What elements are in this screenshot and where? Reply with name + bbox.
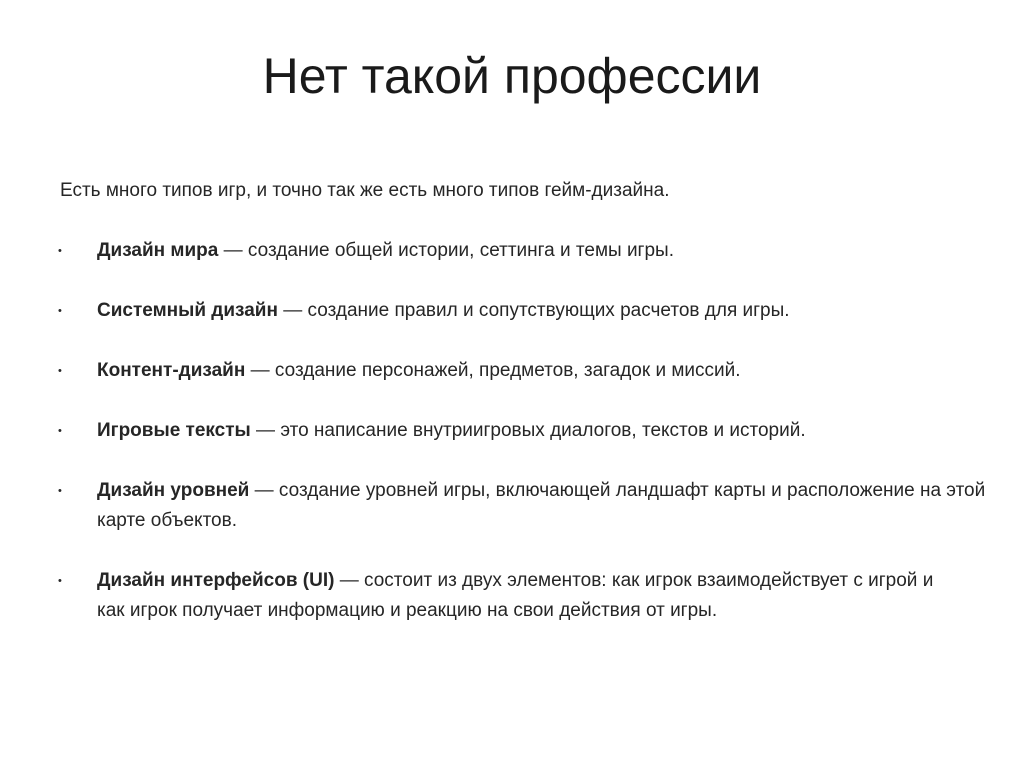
item-term: Дизайн мира <box>97 240 219 261</box>
list-item <box>60 296 980 326</box>
bullet-icon: • <box>58 305 62 317</box>
item-description: — создание уровней игры, включающей ландшафт карты и расположение на этой карте объектов. <box>97 480 986 531</box>
item-term: Системный дизайн <box>97 300 278 321</box>
bullet-icon: • <box>58 575 62 587</box>
bullet-icon: • <box>58 485 62 497</box>
item-term: Дизайн интерфейсов (UI) <box>97 570 335 591</box>
item-description: — создание общей истории, сеттинга и темы игры. <box>218 240 674 261</box>
bullet-icon: • <box>58 425 62 437</box>
intro-paragraph: Есть много типов игр, и точно так же есть много типов гейм-дизайна. <box>60 180 670 201</box>
item-term: Дизайн уровней <box>97 480 250 501</box>
item-description: — создание персонажей, предметов, загадок и миссий. <box>245 360 741 381</box>
item-term: Контент-дизайн <box>97 360 246 381</box>
item-description: — состоит из двух элементов: как игрок взаимодействует с игрой и как игрок получает информацию и реакцию на свои действия от игры. <box>97 570 934 621</box>
slide-title: Нет такой профессии <box>262 48 762 104</box>
list-item <box>60 236 980 266</box>
bullet-list <box>58 236 986 656</box>
list-item <box>60 416 980 446</box>
list-item <box>60 356 980 386</box>
bullet-icon: • <box>58 245 62 257</box>
list-item <box>60 566 957 626</box>
list-item <box>60 476 997 536</box>
bullet-icon: • <box>58 365 62 377</box>
item-description: — это написание внутриигровых диалогов, текстов и историй. <box>250 420 806 441</box>
item-term: Игровые тексты <box>97 420 251 441</box>
item-description: — создание правил и сопутствующих расчетов для игры. <box>277 300 790 321</box>
